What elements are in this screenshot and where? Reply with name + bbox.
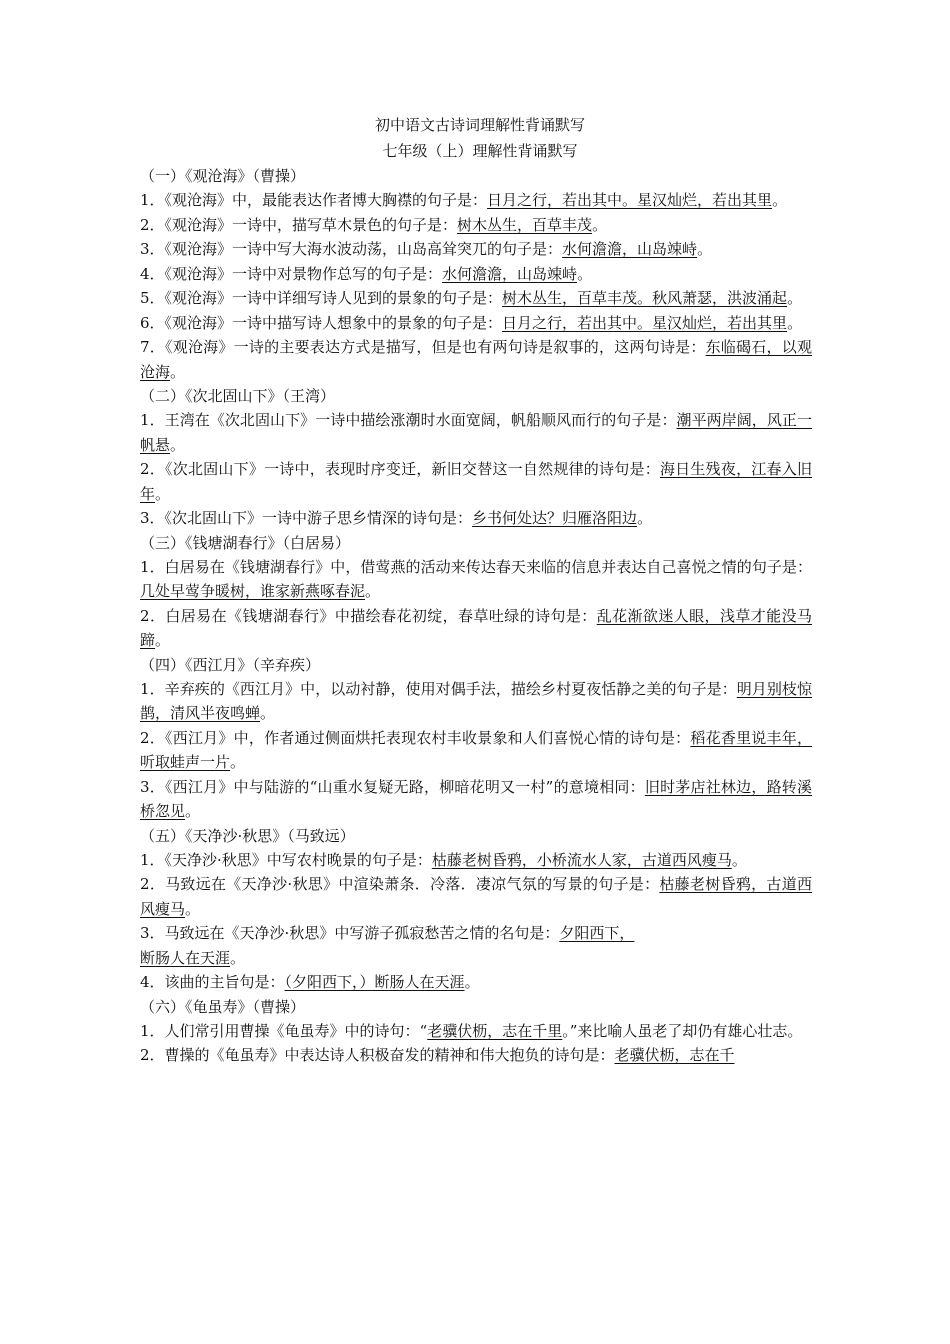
section-heading: （三）《钱塘湖春行》（白居易）: [140, 533, 351, 552]
answer-text: 树木丛生，百草丰茂。秋风萧瑟，洪波涌起: [502, 289, 788, 307]
question-item: [140, 335, 812, 384]
answer-tail: 。: [637, 509, 653, 527]
answer-text: 乱花渐欲迷人眼，浅草才能没马蹄: [140, 606, 812, 649]
answer-tail: 。: [230, 753, 246, 771]
answer-text: 乡书何处达？归雁洛阳边: [472, 509, 638, 527]
question-item: [140, 1019, 812, 1044]
question-text: 1．《天净沙·秋思》中写农村晚景的句子是：: [140, 850, 432, 869]
question-text: 2．白居易在《钱塘湖春行》中描绘春花初绽，春草吐绿的诗句是：: [140, 606, 597, 625]
question-item: [140, 970, 812, 995]
question-item: [140, 188, 812, 213]
section-heading: （四）《西江月》（辛弃疾）: [140, 655, 321, 674]
question-item: [140, 213, 812, 238]
question-text: 2．马致远在《天净沙·秋思》中渲染萧条．冷落．凄凉气氛的写景的句子是：: [140, 875, 660, 893]
answer-tail: 。: [592, 215, 608, 234]
answer-text: 日月之行，若出其中。星汉灿烂，若出其里: [487, 191, 773, 209]
document-page: [140, 112, 812, 1068]
answer-text: 树木丛生，百草丰茂: [457, 215, 593, 234]
answer-tail: 。: [260, 704, 276, 722]
answer-tail: 。: [230, 948, 246, 967]
answer-tail: 。: [464, 973, 480, 991]
question-item: [140, 262, 812, 287]
question-text: 2．《次北固山下》一诗中，表现时序变迁，新旧交替这一自然规律的诗句是：: [140, 460, 660, 478]
answer-text: 水何澹澹，山岛竦峙: [562, 240, 698, 258]
question-item: [140, 311, 812, 336]
answer-text: 旧时茅店社林边，路转溪桥忽见: [140, 777, 812, 820]
answer-text: 枯藤老树昏鸦，古道西风瘦马: [140, 875, 812, 918]
answer-tail: 。: [185, 802, 201, 820]
question-item: [140, 286, 812, 311]
question-item: [140, 726, 812, 775]
answer-text: （夕阳西下，）断肠人在天涯: [284, 973, 465, 991]
question-item: [140, 872, 812, 921]
question-item: [140, 775, 812, 824]
section-heading: （二）《次北固山下》（王湾）: [140, 387, 336, 405]
answer-text: 几处早莺争暖树，谁家新燕啄春泥: [140, 582, 366, 600]
question-item: [140, 604, 812, 653]
answer-text: 潮平两岸阔，风正一帆悬: [140, 411, 812, 454]
question-item: [140, 506, 812, 531]
question-text: 1．白居易在《钱塘湖春行》中，借莺燕的活动来传达春天来临的信息并表达自己喜悦之情的句子是：: [140, 557, 812, 576]
question-text: 2．《西江月》中，作者通过侧面烘托表现农村丰收景象和人们喜悦心情的诗句是：: [140, 728, 691, 747]
section-heading: （六）《龟虽寿》（曹操）: [140, 997, 306, 1016]
question-text: 4．该曲的主旨句是：: [140, 973, 285, 991]
answer-tail: 。: [787, 289, 803, 307]
question-text: 5．《观沧海》一诗中详细写诗人见到的景象的句子是：: [140, 289, 503, 307]
question-item: [140, 408, 812, 457]
document-body: [140, 164, 812, 1068]
question-text: 1．王湾在《次北固山下》一诗中描绘涨潮时水面宽阔，帆船顺风而行的句子是：: [140, 411, 677, 429]
question-text: 6．《观沧海》一诗中描写诗人想象中的景象的句子是：: [140, 313, 503, 332]
answer-tail: 。: [155, 484, 171, 503]
answer-tail: 。: [772, 191, 788, 209]
question-text: 3．《西江月》中与陆游的“山重水复疑无路，柳暗花明又一村”的意境相同：: [140, 777, 645, 796]
answer-tail: 。”来比喻人虽老了却仍有雄心壮志。: [562, 1021, 803, 1040]
answer-text: 老骥伏枥，志在千: [614, 1046, 735, 1064]
answer-tail: 。: [731, 850, 747, 869]
answer-tail: 。: [577, 264, 593, 283]
answer-tail: 。: [365, 582, 381, 600]
question-text: 1．《观沧海》中，最能表达作者博大胸襟的句子是：: [140, 191, 488, 209]
question-text: 1．人们常引用曹操《龟虽寿》中的诗句：“: [140, 1021, 428, 1040]
answer-tail: 。: [170, 435, 186, 454]
document-title: 初中语文古诗词理解性背诵默写: [374, 116, 585, 134]
answer-text: 老骥伏枥，志在千里: [427, 1021, 563, 1040]
question-text: 7．《观沧海》一诗的主要表达方式是描写，但是也有两句诗是叙事的，这两句诗是：: [140, 338, 706, 356]
question-text: 3．马致远在《天净沙·秋思》中写游子孤寂愁苦之情的名句是：: [140, 924, 560, 942]
answer-text: 稻花香里说丰年，听取蛙声一片: [140, 728, 812, 771]
answer-text: 东临碣石，以观沧海: [140, 338, 812, 381]
question-item: [140, 237, 812, 262]
question-text: 2．曹操的《龟虽寿》中表达诗人积极奋发的精神和伟大抱负的诗句是：: [140, 1046, 615, 1064]
answer-text: 水何澹澹，山岛竦峙: [442, 264, 578, 283]
answer-text: 日月之行，若出其中。星汉灿烂，若出其里: [502, 313, 788, 332]
answer-tail: 。: [155, 631, 171, 649]
question-item: [140, 677, 812, 726]
question-item: [140, 555, 812, 604]
question-item: [140, 457, 812, 506]
answer-tail: 。: [185, 899, 201, 918]
question-item: [140, 921, 812, 970]
answer-text: 海日生残夜，江春入旧年: [140, 460, 812, 503]
question-text: 1．辛弃疾的《西江月》中，以动衬静，使用对偶手法，描绘乡村夏夜恬静之美的句子是：: [140, 679, 737, 698]
question-text: 2．《观沧海》一诗中，描写草木景色的句子是：: [140, 215, 458, 234]
answer-text-continued: 断肠人在天涯: [140, 948, 231, 967]
answer-text: 枯藤老树昏鸦，小桥流水人家，古道西风瘦马: [431, 850, 732, 869]
answer-tail: 。: [170, 362, 186, 381]
question-item: [140, 1043, 812, 1068]
section-heading: （五）《天净沙·秋思》（马致远）: [140, 826, 355, 845]
document-subtitle: 七年级（上）理解性背诵默写: [382, 142, 578, 160]
answer-tail: 。: [787, 313, 803, 332]
question-item: [140, 848, 812, 873]
question-text: 4．《观沧海》一诗中对景物作总写的句子是：: [140, 264, 443, 283]
answer-text: 明月别枝惊鹊，清风半夜鸣蝉: [140, 679, 812, 722]
section-heading: （一）《观沧海》（曹操）: [140, 167, 306, 185]
question-text: 3．《次北固山下》一诗中游子思乡情深的诗句是：: [140, 509, 473, 527]
answer-tail: 。: [697, 240, 713, 258]
answer-text: 夕阳西下，: [559, 924, 635, 942]
question-text: 3．《观沧海》一诗中写大海水波动荡，山岛高耸突兀的句子是：: [140, 240, 563, 258]
